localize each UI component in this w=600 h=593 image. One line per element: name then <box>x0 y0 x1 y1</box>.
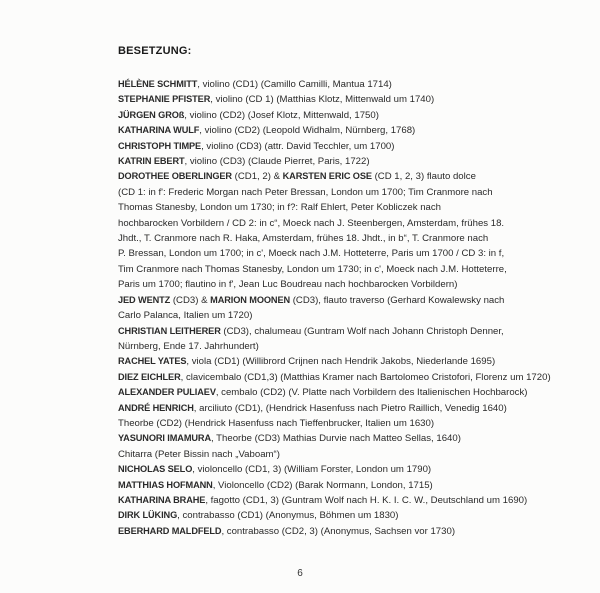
cast-heading: BESETZUNG: <box>118 45 192 57</box>
instrument-details: Nürnberg, Ende 17. Jahrhundert) <box>118 340 259 352</box>
performer-name: MARION MOONEN <box>210 294 291 305</box>
cast-entry-line <box>118 139 588 154</box>
instrument-details: , clavicembalo (CD1,3) (Matthias Kramer nach Bartolomeo Cristofori, Florenz um 1720) <box>180 371 551 383</box>
performer-name: NICHOLAS SELO <box>118 464 193 475</box>
instrument-details: , fagotto (CD1, 3) (Guntram Wolf nach H. K. I. C. W., Deutschland um 1690) <box>205 494 528 506</box>
cast-entry-line <box>118 478 588 493</box>
instrument-details: Jhdt., T. Cranmore nach R. Haka, Amsterdam, frühes 18. Jhdt., in b“, T. Cranmore nach <box>118 233 489 245</box>
instrument-details: (CD 1: in f': Frederic Morgan nach Peter Bressan, London um 1700; Tim Cranmore nach <box>118 186 493 198</box>
cast-entry-line <box>118 92 588 107</box>
performer-name: JÜRGEN GROß <box>118 109 185 120</box>
instrument-details: Carlo Palanca, Italien um 1720) <box>118 310 253 322</box>
instrument-details: , violino (CD2) (Josef Klotz, Mittenwald, 1750) <box>184 109 379 121</box>
instrument-details: , Theorbe (CD3) Mathias Durvie nach Matteo Sellas, 1640) <box>211 433 461 445</box>
performer-name: YASUNORI IMAMURA <box>118 433 212 444</box>
instrument-details: P. Bressan, London um 1700; in c', Moeck nach J.M. Hotteterre, Paris um 1700 / CD 3: in f, <box>118 248 505 260</box>
cast-entry <box>118 123 588 138</box>
performer-name: KATHARINA BRAHE <box>118 494 206 505</box>
cast-entry-line <box>118 308 588 323</box>
cast-entry-line <box>118 246 588 261</box>
cast-entry-line <box>118 493 588 508</box>
cast-entry-line <box>118 370 588 385</box>
cast-list-page <box>118 45 588 539</box>
instrument-details: Paris um 1700; flautino in f', Jean Luc Boudreau nach hochbarocken Vorbildern) <box>118 279 458 291</box>
performer-name: CHRISTOPH TIMPE <box>118 140 202 151</box>
cast-entry-line <box>118 108 588 123</box>
cast-entry-line <box>118 508 588 523</box>
cast-entry-line <box>118 324 588 339</box>
cast-entry <box>118 169 588 292</box>
performer-name: DOROTHEE OBERLINGER <box>118 171 232 182</box>
cast-entry <box>118 524 588 539</box>
instrument-details: , Violoncello (CD2) (Barak Normann, London, 1715) <box>212 479 433 491</box>
performer-name: DIEZ EICHLER <box>118 371 181 382</box>
instrument-details: Thomas Stanesby, London um 1730; in f?: Ralf Ehlert, Peter Kobliczek nach <box>118 202 441 214</box>
cast-entry <box>118 354 588 369</box>
performer-name: MATTHIAS HOFMANN <box>118 479 213 490</box>
cast-entry-line <box>118 524 588 539</box>
cast-entry-line <box>118 401 588 416</box>
performer-name: DIRK LÜKING <box>118 510 178 521</box>
instrument-details: hochbarocken Vorbildern / CD 2: in c“, Moeck nach J. Steenbergen, Amsterdam, frühes 18. <box>118 217 505 229</box>
instrument-details: Chitarra (Peter Bissin nach „Vaboam“) <box>118 448 280 460</box>
cast-entry-line <box>118 200 588 215</box>
instrument-details: , cembalo (CD2) (V. Platte nach Vorbildern des Italienischen Hochbarock) <box>215 387 528 399</box>
cast-entry-line <box>118 154 588 169</box>
instrument-details: Tim Cranmore nach Thomas Stanesby, London um 1730; in c', Moeck nach J.M. Hotteterre, <box>118 263 507 275</box>
cast-entry-line <box>118 262 588 277</box>
instrument-details: (CD3), chalumeau (Guntram Wolf nach Johann Christoph Denner, <box>220 325 504 337</box>
cast-entry-line <box>118 185 588 200</box>
instrument-details: (CD 1, 2, 3) flauto dolce <box>371 171 476 183</box>
instrument-details: (CD1, 2) & <box>231 171 283 183</box>
cast-entry-line <box>118 77 588 92</box>
cast-entry <box>118 462 588 477</box>
instrument-details: (CD3) & <box>170 294 211 306</box>
instrument-details: Theorbe (CD2) (Hendrick Hasenfuss nach Tieffenbrucker, Italien um 1630) <box>118 417 435 429</box>
instrument-details: (CD3), flauto traverso (Gerhard Kowalewsky nach <box>290 294 505 306</box>
performer-name: HÉLÈNE SCHMITT <box>118 79 198 89</box>
cast-entry <box>118 92 588 107</box>
instrument-details: , violino (CD3) (Claude Pierret, Paris, 1722) <box>184 156 370 168</box>
performer-name: EBERHARD MALDFELD <box>118 525 222 536</box>
instrument-details: , violino (CD3) (attr. David Tecchler, um 1700) <box>201 140 395 152</box>
cast-entry-line <box>118 216 588 231</box>
cast-entry-line <box>118 123 588 138</box>
performer-name: KATRIN EBERT <box>118 156 185 167</box>
instrument-details: , violino (CD1) (Camillo Camilli, Mantua 1714) <box>197 79 392 90</box>
performer-name: KATHARINA WULF <box>118 125 200 136</box>
cast-entry <box>118 385 588 400</box>
cast-entry <box>118 108 588 123</box>
cast-entries <box>118 77 588 539</box>
cast-entry <box>118 293 588 324</box>
instrument-details: , arciliuto (CD1), (Hendrick Hasenfuss nach Pietro Raillich, Venedig 1640) <box>193 402 507 414</box>
performer-name: ALEXANDER PULIAEV <box>118 387 216 398</box>
cast-entry <box>118 139 588 154</box>
cast-entry-line <box>118 385 588 400</box>
cast-entry <box>118 370 588 385</box>
performer-name: ANDRÉ HENRICH <box>118 402 194 413</box>
cast-entry-line <box>118 169 588 184</box>
cast-entry-line <box>118 293 588 308</box>
instrument-details: , contrabasso (CD1) (Anonymus, Böhmen um 1830) <box>177 510 399 522</box>
cast-entry-line <box>118 339 588 354</box>
performer-name: RACHEL YATES <box>118 356 187 367</box>
cast-entry <box>118 431 588 462</box>
performer-name: CHRISTIAN LEITHERER <box>118 325 221 336</box>
instrument-details: , viola (CD1) (Willibrord Crijnen nach Hendrik Jakobs, Niederlande 1695) <box>186 356 496 368</box>
cast-entry-line <box>118 277 588 292</box>
cast-entry <box>118 401 588 432</box>
performer-name: STEPHANIE PFISTER <box>118 94 211 105</box>
instrument-details: , contrabasso (CD2, 3) (Anonymus, Sachsen vor 1730) <box>221 525 456 537</box>
instrument-details: , violino (CD 1) (Matthias Klotz, Mittenwald um 1740) <box>210 94 435 106</box>
cast-entry <box>118 324 588 355</box>
cast-entry-line <box>118 447 588 462</box>
instrument-details: , violoncello (CD1, 3) (William Forster, London um 1790) <box>192 464 432 476</box>
cast-entry-line <box>118 354 588 369</box>
cast-entry-line <box>118 231 588 246</box>
cast-entry-line <box>118 416 588 431</box>
cast-entry <box>118 493 588 508</box>
performer-name: KARSTEN ERIC OSE <box>282 171 372 182</box>
cast-entry <box>118 154 588 169</box>
performer-name: JED WENTZ <box>118 294 171 305</box>
cast-entry <box>118 478 588 493</box>
cast-entry-line <box>118 431 588 446</box>
cast-entry <box>118 77 588 92</box>
cast-entry <box>118 508 588 523</box>
instrument-details: , violino (CD2) (Leopold Widhalm, Nürnberg, 1768) <box>199 125 416 137</box>
page-number: 6 <box>297 568 303 579</box>
cast-entry-line <box>118 462 588 477</box>
